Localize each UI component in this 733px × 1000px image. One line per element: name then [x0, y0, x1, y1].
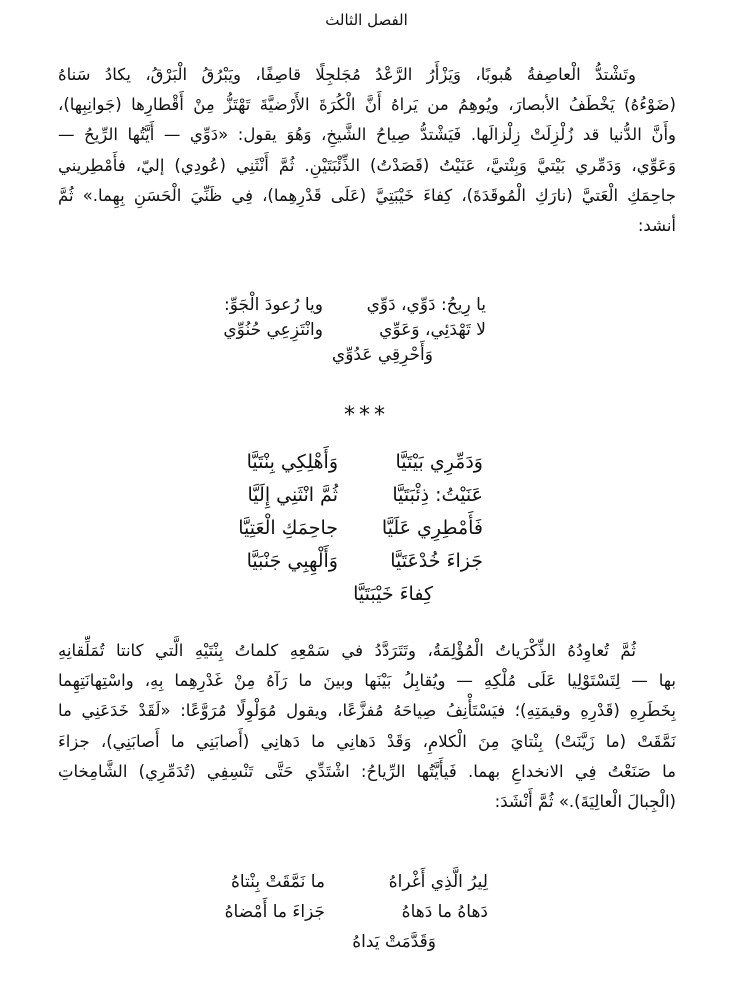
poem-verse — [0, 479, 733, 512]
verse-left-hemistich: جاحِمَكِ الْعَتِيَّا — [238, 517, 338, 539]
paragraph-line: وأَنَّ الدُّنيا قد زُلْزِلَتْ زِلْزالَها. فَيَشْتدُّ صِياحُ الشَّيخِ، وَهُوَ يقول: «دَوِّي — أَيَّتُها الرِّيحُ — — [58, 125, 676, 145]
poem-verse — [0, 318, 733, 343]
section-separator: *** — [344, 403, 389, 428]
poem-verse — [0, 927, 733, 957]
chapter-header: الفصل الثالث — [325, 11, 408, 29]
verse-left-hemistich: وَأَلْهِبِي جَنْبَيَّا — [246, 550, 338, 572]
poem-3 — [0, 867, 733, 957]
paragraph-line: بها — لِتَسْتَوْلِيا عَلَى مُلْكِهِ — ويُقابِلُ بَيْنَها وبينَ ما رَآهُ مِنْ غَدْرِهِما بِهِ، واسْتِهانَتِهِما — [58, 671, 676, 691]
paragraph-line: ما صَنَعْتُ فِي الانخداعِ بهما. فَيأَيَّتُها الرِّياحُ: اشْتَدِّي حَتَّى تَنْسِفِي (تُدَمِّرِي) الشَّامِخاتِ — [58, 761, 676, 781]
poem-verse — [0, 867, 733, 897]
verse-left-hemistich: جَزاءَ ما أَمْضاهُ — [224, 902, 325, 922]
verse-right-hemistich: عَنَيْتُ: ذِئْبَتَيَّا — [392, 484, 483, 506]
verse-right-hemistich: فَأَمْطِرِي عَلَيَّا — [381, 517, 483, 539]
verse-center-hemistich: وَقَدَّمَتْ يَداهُ — [352, 932, 436, 952]
poem-verse — [0, 343, 733, 368]
paragraph-line: أنشد: — [637, 216, 676, 236]
paragraph-line: وَعَوِّي، وَدَمِّري بَيْتيَّ وَبِنْتيَّ، عَنَيْتُ (قَصَدْتُ) الذِّئْبَتَيْنِ. ثُمَّ أَنْثَنِي (عُودِي) إليّ، فأَمْطِريني — [58, 155, 676, 175]
poem-2 — [0, 446, 733, 611]
paragraph-2 — [58, 636, 676, 817]
paragraph-line: نَمَّقَتْ (ما زَيَّنَتْ) بِنْتايَ مِنَ الْكلامِ، وَقَدْ دَهانِي ما دَهانِي (أَصابَنِي ما أَصابَنِي)، جزاءَ — [58, 731, 676, 751]
poem-verse — [0, 446, 733, 479]
verse-right-hemistich: جَزاءَ خُدْعَتَيَّا — [390, 550, 483, 572]
verse-right-hemistich: يا رِيحُ: دَوِّي، دَوِّي — [366, 295, 486, 315]
verse-center-hemistich: وَأَحْرِقِي عَدُوِّي — [331, 345, 433, 365]
paragraph-line: جاحِمَكِ الْعَتيَّ (نارَكِ الْمُوقَدَةَ)، كِفاءَ خَيْبَتِيَّ (عَلَى قَدْرِهِما)، فِي ظَنِّيَ الْحَسَنِ بِهِما.» ثُمَّ — [58, 185, 676, 205]
verse-left-hemistich: وَأَهْلِكِي بِنْتَيَّا — [246, 451, 338, 473]
verse-left-hemistich: ما نَمَّقَتْ بِنْتاهُ — [230, 872, 325, 892]
verse-right-hemistich: لا تَهْدَئِي، وَعَوِّي — [379, 320, 486, 340]
poem-verse — [0, 897, 733, 927]
verse-right-hemistich: وَدَمِّرِي بَيْتَيَّا — [395, 451, 483, 473]
paragraph-line: (الْجِبالَ الْعالِيَةَ).» ثُمَّ أَنْشَدَ: — [494, 792, 676, 812]
paragraph-line: (ضَوْءُهُ) يَخْطَفُ الأبصارَ، ويُوهِمُ من يَراهُ أَنَّ الْكُرَةَ الأَرْضيَّةَ تَهْتَزُّ مِنْ أَقْطارِها (جَوانِبِها)، — [58, 95, 676, 115]
poem-verse — [0, 545, 733, 578]
paragraph-1 — [58, 60, 676, 241]
paragraph-line: بِخَطَرِهِ (قَدْرِهِ وقيمَتِهِ)؛ فيَسْتَأْنِفُ صِياحَهُ مُفزَّعًا، ويقول مُوَلْوِلًا مُرَوَّعًا: «لَقَدْ خَدَعَنِي ما — [58, 701, 676, 721]
verse-right-hemistich: دَهاهُ ما دَهاهُ — [401, 902, 488, 922]
poem-1 — [0, 293, 733, 368]
verse-left-hemistich: ثُمَّ انْثَنِي إِلَيَّا — [247, 484, 338, 506]
poem-verse — [0, 578, 733, 611]
verse-right-hemistich: لِيرُ الَّذِي أَغْراهُ — [388, 872, 488, 892]
paragraph-line: وتَشْتدُّ الْعاصِفةُ هُبوبًا، وَيَزْأَرُ الرَّعْدُ مُجَلجِلًا قاصِفًا، ويَبْرُقُ الْبَرْقُ، يكادُ سَناهُ — [58, 65, 636, 84]
paragraph-line: ثُمَّ تُعاوِدُهُ الذِّكْرَياتُ الْمُؤْلِمَةُ، وتَتَرَدَّدُ في سَمْعِهِ كلماتُ بِنْتَيْهِ الَّتي كانتا تُمَلِّقانِهِ — [58, 641, 636, 660]
verse-center-hemistich: كِفاءَ خَيْبَتَيَّا — [353, 583, 433, 605]
poem-verse — [0, 293, 733, 318]
verse-left-hemistich: ويا رُعودَ الْجَوِّ: — [223, 295, 323, 315]
poem-verse — [0, 512, 733, 545]
verse-left-hemistich: وانْتَزِعِي حُنُوِّي — [223, 320, 323, 340]
